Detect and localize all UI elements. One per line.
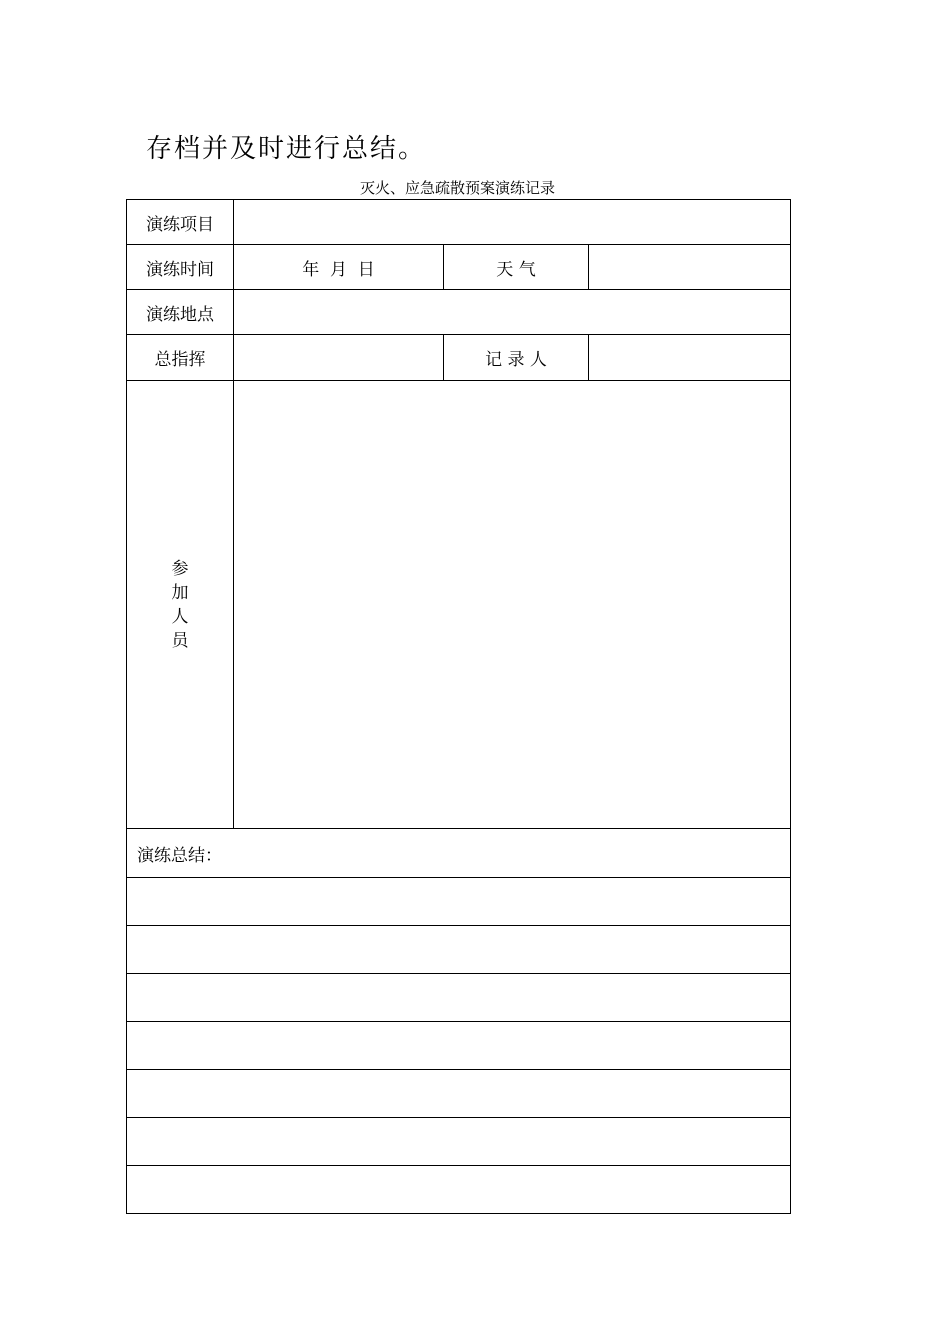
- weather-field[interactable]: [589, 245, 791, 290]
- summary-line-field[interactable]: [127, 878, 791, 926]
- drill-record-table: [126, 199, 791, 1214]
- participants-label: [127, 381, 234, 829]
- row-participants: [127, 381, 791, 829]
- summary-line: [127, 1022, 791, 1070]
- summary-line: [127, 1118, 791, 1166]
- location-field[interactable]: [234, 290, 791, 335]
- intro-text: 存档并及时进行总结。: [146, 134, 427, 164]
- row-location: [127, 290, 791, 335]
- summary-line: [127, 1166, 791, 1214]
- summary-line-field[interactable]: [127, 1118, 791, 1166]
- date-field[interactable]: 年 月 日: [234, 245, 444, 290]
- project-field[interactable]: [234, 200, 791, 245]
- summary-line-field[interactable]: [127, 926, 791, 974]
- location-label: 演练地点: [127, 290, 234, 335]
- participants-char: 人: [171, 606, 189, 627]
- summary-line-field[interactable]: [127, 974, 791, 1022]
- commander-label: 总指挥: [127, 335, 234, 381]
- time-label: 演练时间: [127, 245, 234, 290]
- commander-field[interactable]: [234, 335, 444, 381]
- recorder-field[interactable]: [589, 335, 791, 381]
- summary-line-field[interactable]: [127, 1070, 791, 1118]
- recorder-label: 记 录 人: [444, 335, 589, 381]
- participants-char: 参: [171, 558, 189, 579]
- summary-line: [127, 974, 791, 1022]
- participants-char: 加: [171, 582, 189, 603]
- row-commander: [127, 335, 791, 381]
- table-title: 灭火、应急疏散预案演练记录: [359, 179, 555, 197]
- row-time: [127, 245, 791, 290]
- project-label: 演练项目: [127, 200, 234, 245]
- summary-line-field[interactable]: [127, 1166, 791, 1214]
- summary-label: 演练总结：: [127, 829, 791, 878]
- summary-line: [127, 1070, 791, 1118]
- summary-line: [127, 926, 791, 974]
- summary-line-field[interactable]: [127, 1022, 791, 1070]
- participants-field[interactable]: [234, 381, 791, 829]
- participants-char: 员: [171, 630, 189, 651]
- row-project: [127, 200, 791, 245]
- summary-line: [127, 878, 791, 926]
- weather-label: 天 气: [444, 245, 589, 290]
- row-summary-header: [127, 829, 791, 878]
